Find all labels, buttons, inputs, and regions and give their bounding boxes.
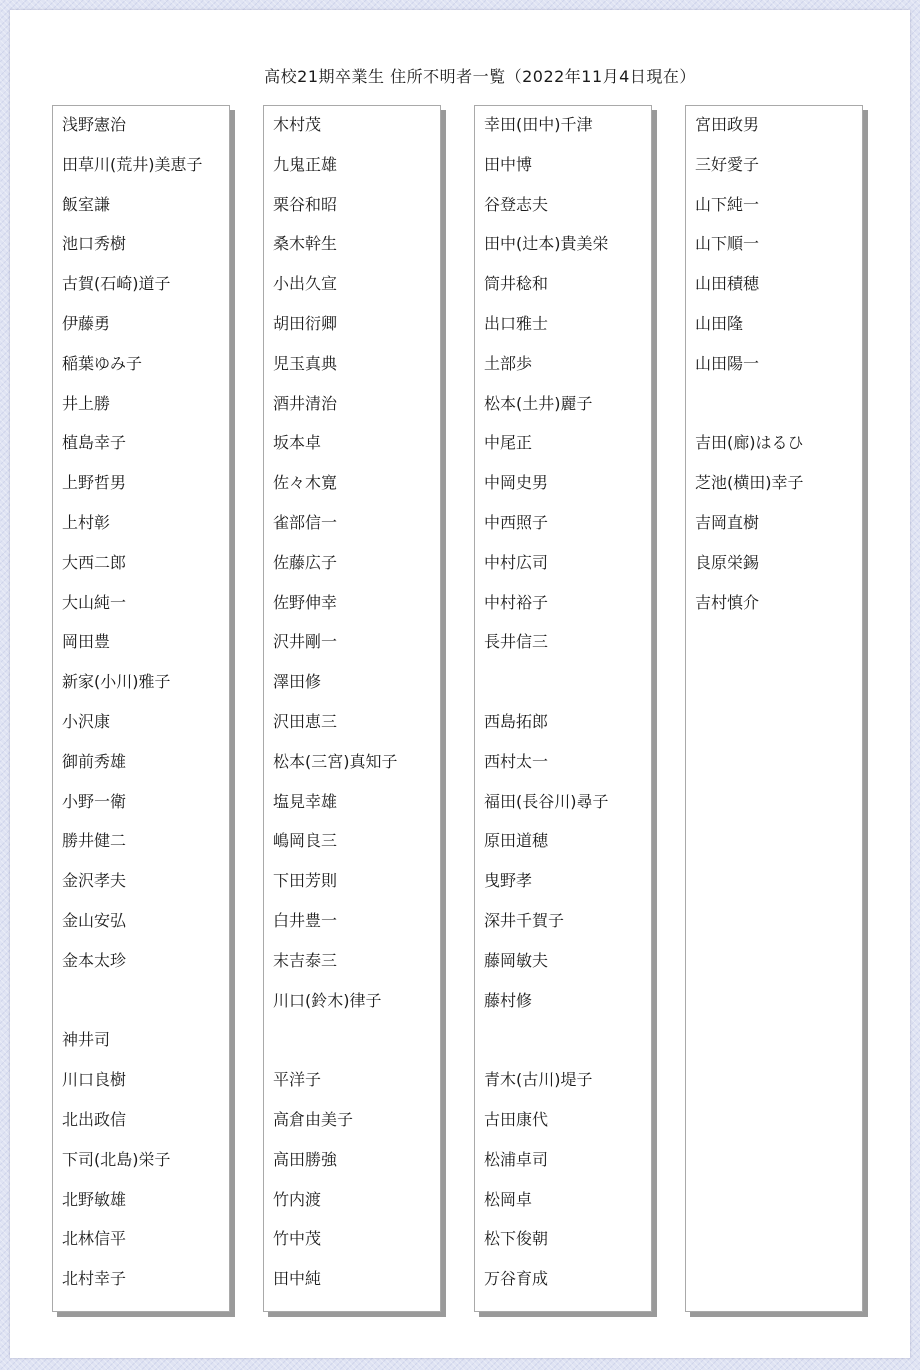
- name-entry: 桑木幹生: [273, 234, 338, 254]
- name-entry: 北村幸子: [62, 1269, 127, 1289]
- name-entry: 出口雅士: [484, 313, 549, 333]
- name-entry: 吉田(廊)はるひ: [695, 433, 804, 453]
- name-entry: 深井千賀子: [484, 910, 565, 930]
- name-entry: 中村広司: [484, 552, 549, 572]
- name-entry: 沢井剛一: [273, 632, 338, 652]
- name-column-2: [263, 105, 441, 1312]
- name-entry: 三好愛子: [695, 154, 760, 174]
- name-entry: 雀部信一: [273, 512, 338, 532]
- name-entry: 伊藤勇: [62, 313, 111, 333]
- blank-row: [62, 986, 203, 1026]
- name-entry: 藤村修: [484, 990, 533, 1010]
- name-entry: 山田陽一: [695, 353, 760, 373]
- document-page: [10, 10, 910, 1358]
- name-entry: 児玉真典: [273, 353, 338, 373]
- name-entry: 大山純一: [62, 592, 127, 612]
- name-entry: 万谷育成: [484, 1269, 549, 1289]
- name-entry: 田中(辻本)貴美栄: [484, 234, 609, 254]
- name-entry: 田中博: [484, 154, 533, 174]
- blank-row: [273, 1025, 398, 1065]
- name-entry: 宮田政男: [695, 115, 760, 134]
- name-entry: 筒井稔和: [484, 274, 549, 294]
- name-entry: 上村彰: [62, 512, 111, 532]
- name-entry: 佐々木寛: [273, 473, 338, 493]
- name-column-1: [52, 105, 230, 1312]
- name-entry: 藤岡敏夫: [484, 950, 549, 970]
- name-column-4: [685, 105, 863, 1312]
- name-entry: 川口良樹: [62, 1070, 127, 1090]
- name-entry: 谷登志夫: [484, 194, 549, 214]
- name-entry: 澤田修: [273, 672, 322, 692]
- name-entry: 竹内渡: [273, 1189, 322, 1209]
- name-entry: 池口秀樹: [62, 234, 127, 254]
- name-entry: 山下順一: [695, 234, 760, 254]
- name-entry: 山田隆: [695, 313, 744, 333]
- name-entry: 白井豊一: [273, 910, 338, 930]
- name-entry: 松本(土井)麗子: [484, 393, 593, 413]
- name-entry: 稲葉ゆみ子: [62, 353, 143, 373]
- name-entry: 上野哲男: [62, 473, 127, 493]
- name-entry: 良原栄錫: [695, 552, 760, 572]
- name-entry: 田草川(荒井)美恵子: [62, 154, 203, 174]
- name-entry: 吉村慎介: [695, 592, 760, 612]
- name-entry: 佐野伸幸: [273, 592, 338, 612]
- name-entry: 佐藤広子: [273, 552, 338, 572]
- name-entry: 原田道穂: [484, 831, 549, 851]
- name-entry: 松本(三宮)真知子: [273, 751, 398, 771]
- blank-row: [484, 667, 609, 707]
- name-entry: 幸田(田中)千津: [484, 115, 593, 134]
- name-list: [484, 110, 609, 1304]
- name-entry: 栗谷和昭: [273, 194, 338, 214]
- name-entry: 中岡史男: [484, 473, 549, 493]
- name-entry: 曳野孝: [484, 871, 533, 891]
- name-entry: 西村太一: [484, 751, 549, 771]
- name-entry: 中西照子: [484, 512, 549, 532]
- name-entry: 北野敏雄: [62, 1189, 127, 1209]
- name-entry: 山田積穂: [695, 274, 760, 294]
- name-entry: 平洋子: [273, 1070, 322, 1090]
- name-entry: 北出政信: [62, 1109, 127, 1129]
- name-entry: 下田芳則: [273, 871, 338, 891]
- name-entry: 北林信平: [62, 1229, 127, 1249]
- name-list: [695, 110, 804, 627]
- name-entry: 松下俊朝: [484, 1229, 549, 1249]
- name-entry: 金沢孝夫: [62, 871, 127, 891]
- name-list: [273, 110, 398, 1304]
- name-entry: 芝池(横田)幸子: [695, 473, 804, 493]
- name-entry: 松浦卓司: [484, 1149, 549, 1169]
- name-entry: 塩見幸雄: [273, 791, 338, 811]
- name-entry: 小沢康: [62, 711, 111, 731]
- name-list: [62, 110, 203, 1304]
- name-entry: 浅野憲治: [62, 115, 127, 134]
- name-entry: 新家(小川)雅子: [62, 672, 171, 692]
- name-entry: 土部歩: [484, 353, 533, 373]
- name-entry: 坂本卓: [273, 433, 322, 453]
- name-entry: 胡田衍卿: [273, 313, 338, 333]
- name-entry: 木村茂: [273, 115, 322, 134]
- name-entry: 嶋岡良三: [273, 831, 338, 851]
- name-entry: 井上勝: [62, 393, 111, 413]
- name-entry: 吉岡直樹: [695, 512, 760, 532]
- name-entry: 金山安弘: [62, 910, 127, 930]
- name-entry: 小出久宣: [273, 274, 338, 294]
- name-entry: 古賀(石崎)道子: [62, 274, 171, 294]
- name-entry: 植島幸子: [62, 433, 127, 453]
- name-entry: 大西二郎: [62, 552, 127, 572]
- name-entry: 酒井清治: [273, 393, 338, 413]
- name-entry: 田中純: [273, 1269, 322, 1289]
- name-entry: 御前秀雄: [62, 751, 127, 771]
- name-entry: 長井信三: [484, 632, 549, 652]
- name-entry: 青木(古川)堤子: [484, 1070, 593, 1090]
- name-entry: 中尾正: [484, 433, 533, 453]
- name-entry: 西島拓郎: [484, 711, 549, 731]
- name-entry: 下司(北島)栄子: [62, 1149, 171, 1169]
- name-entry: 松岡卓: [484, 1189, 533, 1209]
- page-title: 高校21期卒業生 住所不明者一覧（2022年11月4日現在）: [264, 67, 696, 86]
- name-entry: 竹中茂: [273, 1229, 322, 1249]
- name-entry: 勝井健二: [62, 831, 127, 851]
- name-entry: 高田勝強: [273, 1149, 338, 1169]
- name-entry: 川口(鈴木)律子: [273, 990, 382, 1010]
- name-entry: 飯室謙: [62, 194, 111, 214]
- name-column-3: [474, 105, 652, 1312]
- name-entry: 金本太珍: [62, 950, 127, 970]
- name-entry: 古田康代: [484, 1109, 549, 1129]
- name-entry: 岡田豊: [62, 632, 111, 652]
- name-entry: 末吉泰三: [273, 950, 338, 970]
- name-entry: 高倉由美子: [273, 1109, 354, 1129]
- name-entry: 沢田恵三: [273, 711, 338, 731]
- name-entry: 中村裕子: [484, 592, 549, 612]
- name-entry: 九鬼正雄: [273, 154, 338, 174]
- blank-row: [695, 389, 804, 429]
- name-entry: 神井司: [62, 1030, 111, 1050]
- name-entry: 山下純一: [695, 194, 760, 214]
- name-entry: 福田(長谷川)尋子: [484, 791, 609, 811]
- name-entry: 小野一衛: [62, 791, 127, 811]
- blank-row: [484, 1025, 609, 1065]
